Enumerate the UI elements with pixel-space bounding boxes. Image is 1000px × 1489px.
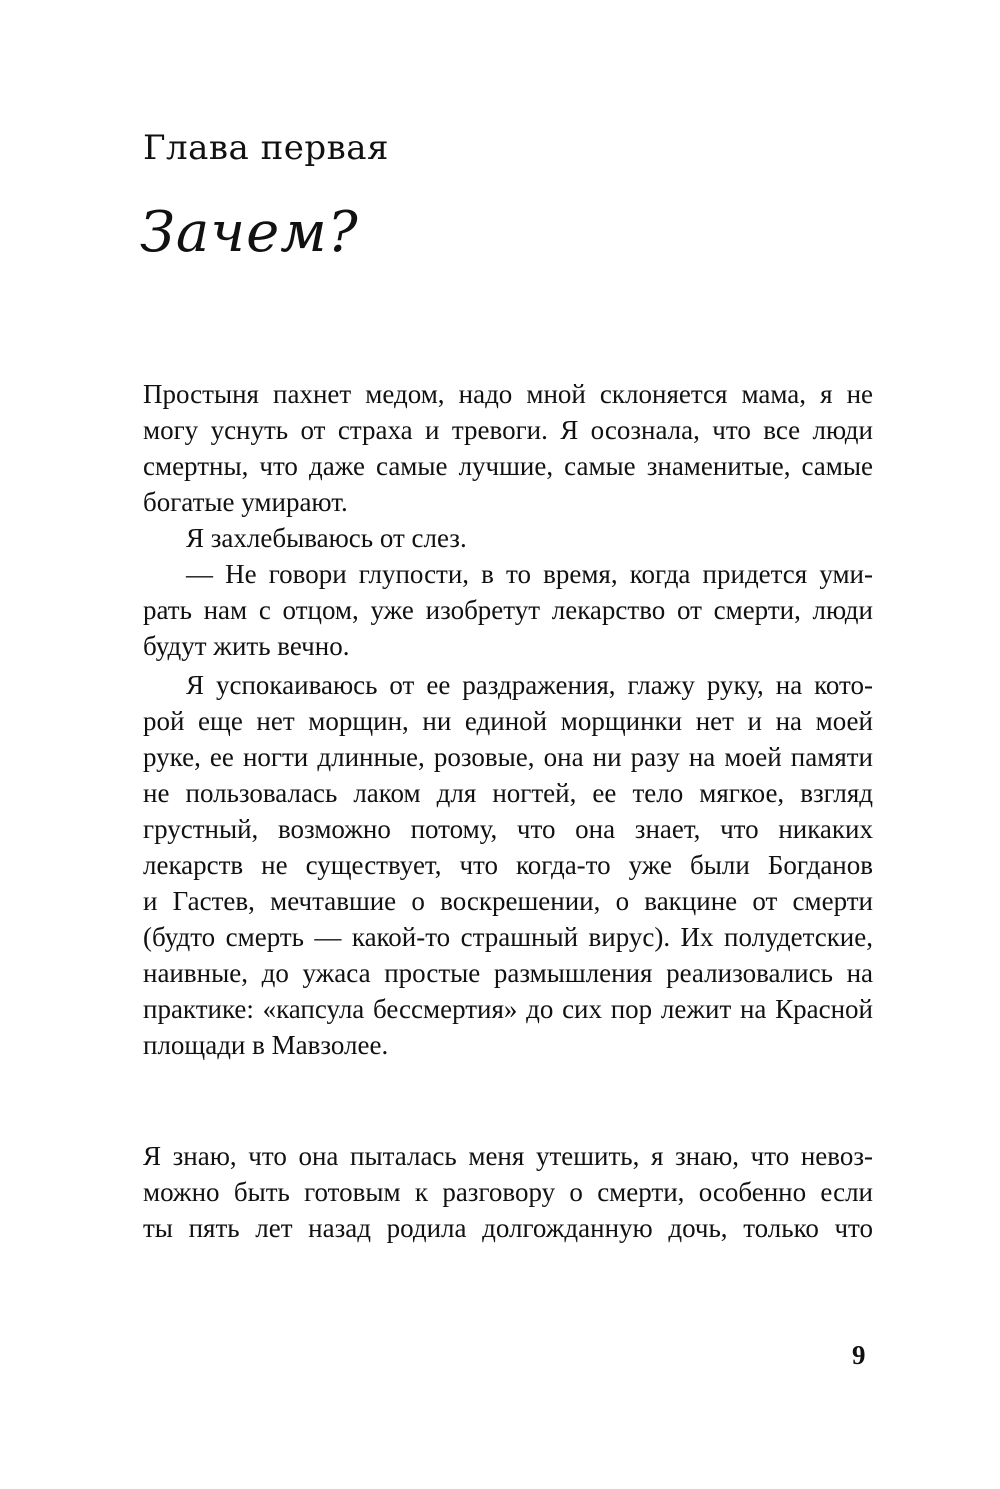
text-line: ты пять лет назад родила долгожданную дочь, только что <box>143 1213 873 1243</box>
text-line: площади в Мавзолее. <box>143 1030 389 1060</box>
text-line: (будто смерть — какой-то страшный вирус). Их полудетские, <box>143 922 873 952</box>
text-line: Я захлебываюсь от слез. <box>186 523 467 553</box>
chapter-title: Зачем? <box>140 200 359 265</box>
text-line: Я знаю, что она пыталась меня утешить, я знаю, что невоз- <box>143 1141 873 1171</box>
text-line: грустный, возможно потому, что она знает, что никаких <box>143 814 873 844</box>
chapter-label: Глава первая <box>143 128 390 168</box>
text-line: не пользовалась лаком для ногтей, ее тело мягкое, взгляд <box>143 778 873 808</box>
text-line: — Не говори глупости, в то время, когда придется уми- <box>186 559 873 589</box>
page-number: 9 <box>852 1340 866 1370</box>
text-line: богатые умирают. <box>143 487 348 517</box>
text-line: рать нам с отцом, уже изобретут лекарство от смерти, люди <box>143 595 873 625</box>
text-line: смертны, что даже самые лучшие, самые знаменитые, самые <box>143 451 873 481</box>
text-line: практике: «капсула бессмертия» до сих пор лежит на Красной <box>143 994 873 1024</box>
text-line: наивные, до ужаса простые размышления реализовались на <box>143 958 873 988</box>
text-line: могу уснуть от страха и тревоги. Я осознала, что все люди <box>143 415 873 445</box>
text-line: Я успокаиваюсь от ее раздражения, глажу руку, на кото- <box>186 670 873 700</box>
text-line: можно быть готовым к разговору о смерти, особенно если <box>143 1177 873 1207</box>
text-line: Простыня пахнет медом, надо мной склоняется мама, я не <box>143 379 873 409</box>
text-line: и Гастев, мечтавшие о воскрешении, о вакцине от смерти <box>143 886 873 916</box>
text-line: будут жить вечно. <box>143 631 350 661</box>
text-line: руке, ее ногти длинные, розовые, она ни разу на моей памяти <box>143 742 873 772</box>
text-line: рой еще нет морщин, ни единой морщинки нет и на моей <box>143 706 873 736</box>
text-line: лекарств не существует, что когда-то уже были Богданов <box>143 850 873 880</box>
